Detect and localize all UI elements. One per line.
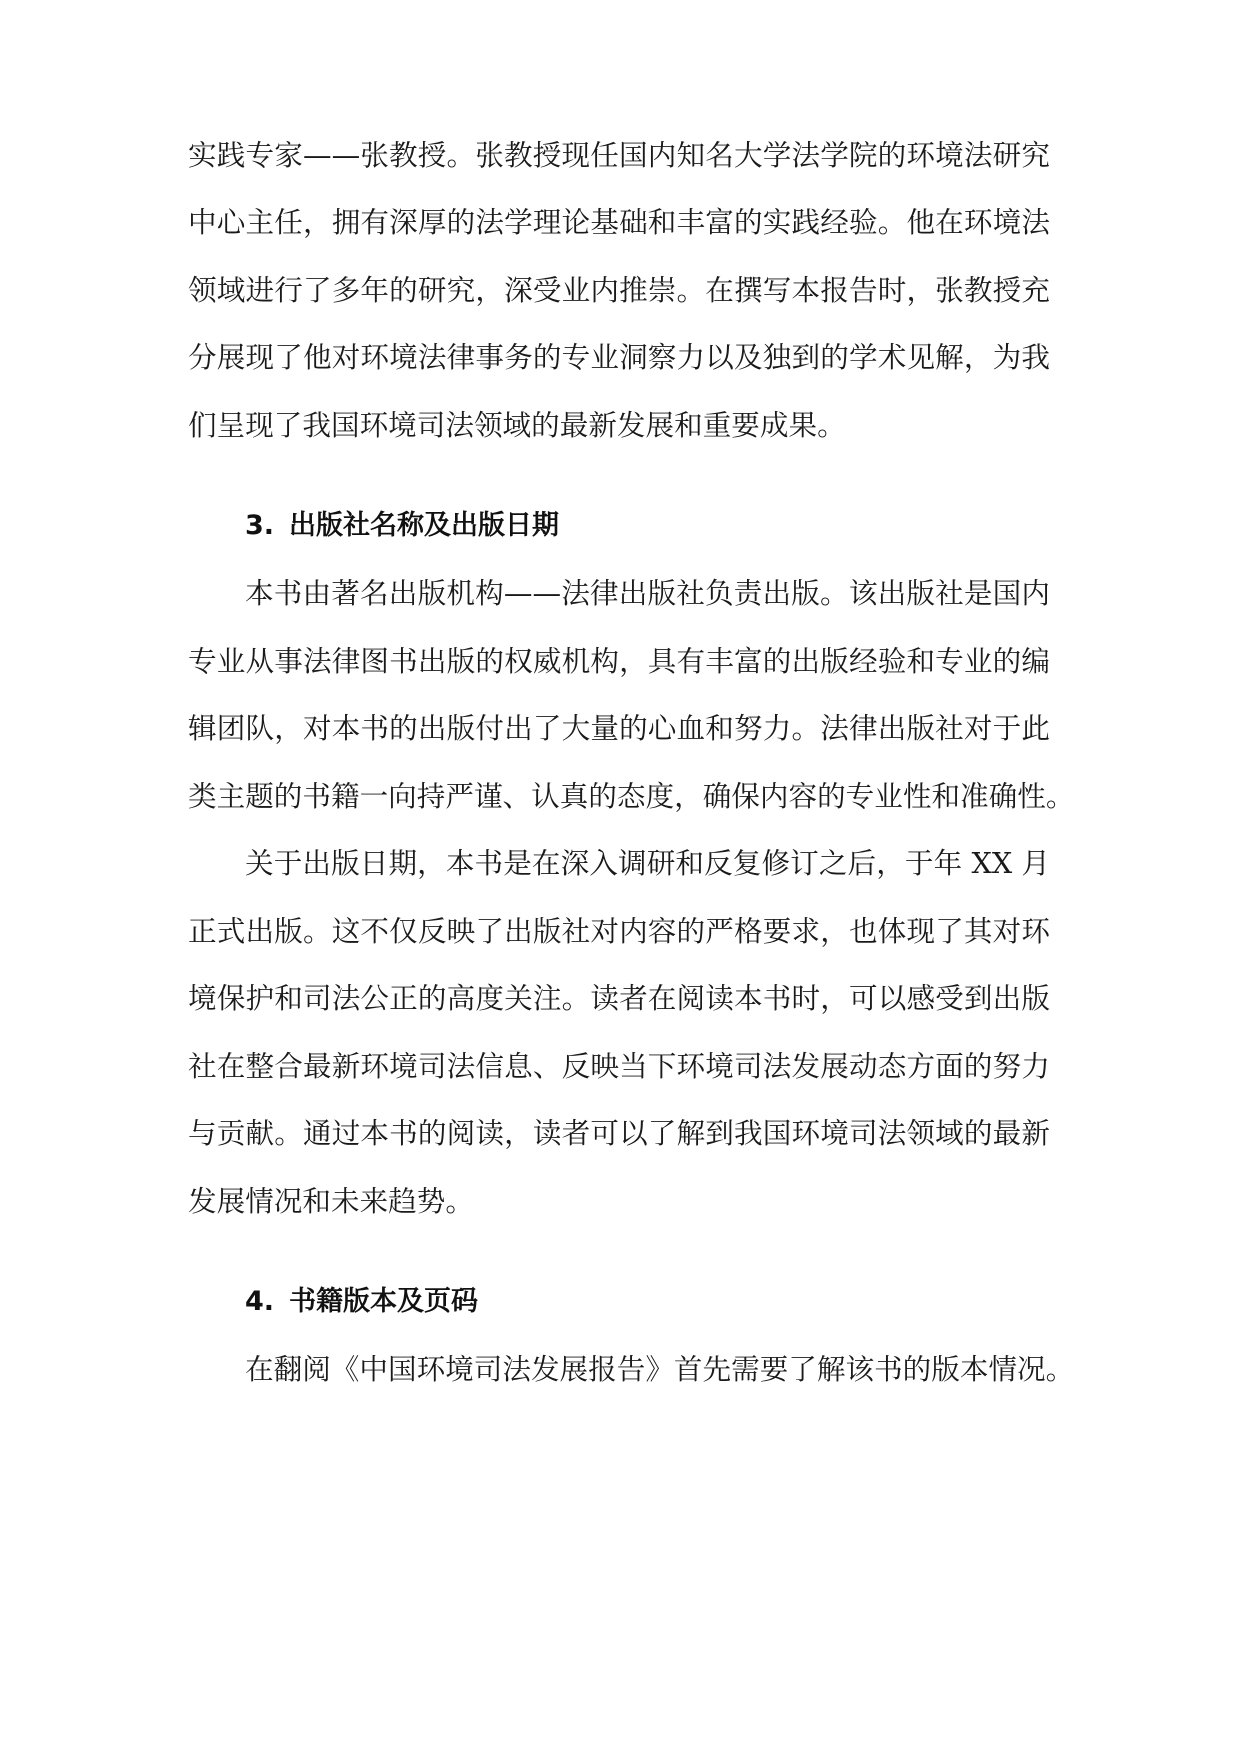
body-line: 领域进行了多年的研究，深受业内推崇。在撰写本报告时，张教授充 <box>188 273 1050 307</box>
body-line: 正式出版。这不仅反映了出版社对内容的严格要求，也体现了其对环 <box>188 914 1050 948</box>
body-line: 辑团队，对本书的出版付出了大量的心血和努力。法律出版社对于此 <box>188 711 1050 745</box>
section-heading-4 <box>245 1280 478 1324</box>
section-number: 3. <box>245 510 275 541</box>
section-title: 书籍版本及页码 <box>289 1286 478 1317</box>
body-line: 类主题的书籍一向持严谨、认真的态度，确保内容的专业性和准确性。 <box>188 779 1075 813</box>
body-line: 专业从事法律图书出版的权威机构，具有丰富的出版经验和专业的编 <box>188 644 1050 678</box>
body-line: 与贡献。通过本书的阅读，读者可以了解到我国环境司法领域的最新 <box>188 1116 1050 1150</box>
body-line: 实践专家——张教授。张教授现任国内知名大学法学院的环境法研究 <box>188 138 1050 172</box>
section-title: 出版社名称及出版日期 <box>289 510 559 541</box>
body-line: 发展情况和未来趋势。 <box>188 1184 474 1218</box>
body-line: 在翻阅《中国环境司法发展报告》首先需要了解该书的版本情况。 <box>245 1352 1075 1386</box>
body-line: 分展现了他对环境法律事务的专业洞察力以及独到的学术见解，为我 <box>188 340 1050 374</box>
body-line: 们呈现了我国环境司法领域的最新发展和重要成果。 <box>188 408 846 442</box>
body-line: 社在整合最新环境司法信息、反映当下环境司法发展动态方面的努力 <box>188 1049 1050 1083</box>
section-number: 4. <box>245 1286 275 1317</box>
body-line: 中心主任，拥有深厚的法学理论基础和丰富的实践经验。他在环境法 <box>188 205 1050 239</box>
body-line: 境保护和司法公正的高度关注。读者在阅读本书时，可以感受到出版 <box>188 981 1050 1015</box>
body-line: 本书由著名出版机构——法律出版社负责出版。该出版社是国内 <box>245 576 1050 610</box>
body-line: 关于出版日期，本书是在深入调研和反复修订之后，于年 XX 月 <box>245 846 1050 880</box>
section-heading-3 <box>245 504 559 548</box>
